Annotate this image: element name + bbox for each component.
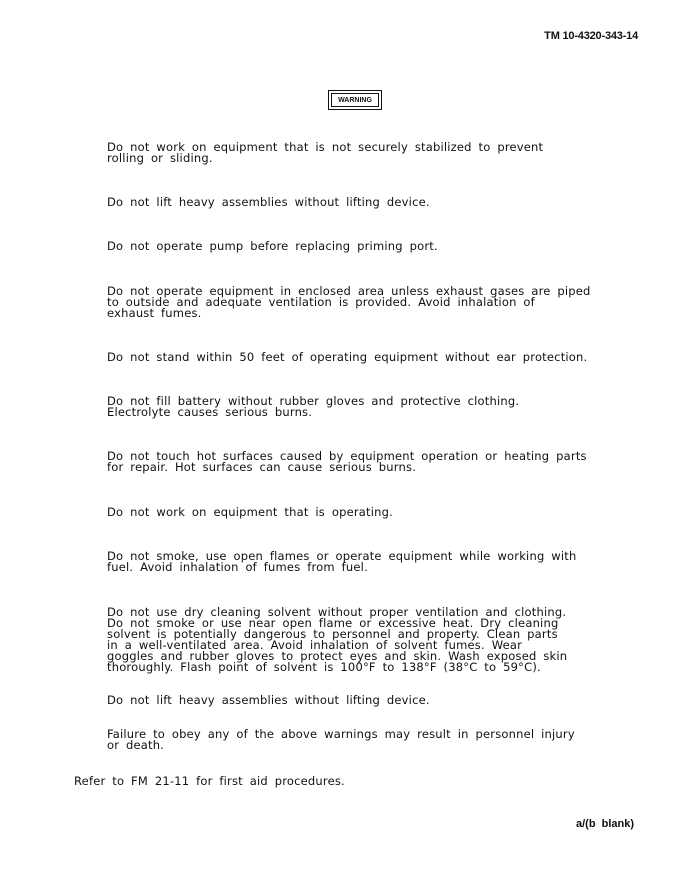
text-line: goggles and rubber gloves to protect eyes and skin. Wash exposed skin: [107, 649, 568, 663]
warning-paragraph-12: [107, 729, 607, 751]
warning-paragraph-6: [107, 396, 607, 418]
text-line: for repair. Hot surfaces can cause serious burns.: [107, 460, 417, 474]
text-line: Do not operate equipment in enclosed area unless exhaust gases are piped: [107, 284, 591, 298]
warning-paragraph-7: [107, 451, 607, 473]
text-line: Do not lift heavy assemblies without lifting device.: [107, 195, 430, 209]
text-line: Do not work on equipment that is not securely stabilized to prevent: [107, 140, 544, 154]
warning-paragraph-3: [107, 241, 607, 252]
text-line: Do not work on equipment that is operating.: [107, 505, 393, 519]
warning-box: [328, 90, 382, 110]
text-line: Do not lift heavy assemblies without lifting device.: [107, 693, 430, 707]
text-line: thoroughly. Flash point of solvent is 100°F to 138°F (38°C to 59°C).: [107, 660, 541, 674]
warning-label: WARNING: [331, 93, 379, 107]
text-line: Do not smoke, use open flames or operate equipment while working with: [107, 549, 577, 563]
text-line: Do not stand within 50 feet of operating equipment without ear protection.: [107, 350, 588, 364]
warning-paragraph-9: [107, 551, 607, 573]
text-line: exhaust fumes.: [107, 306, 202, 320]
warning-paragraph-1: [107, 142, 607, 164]
warning-paragraph-11: [107, 695, 607, 706]
text-line: to outside and adequate ventilation is provided. Avoid inhalation of: [107, 295, 535, 309]
text-line: solvent is potentially dangerous to personnel and property. Clean parts: [107, 627, 558, 641]
text-line: Do not smoke or use near open flame or excessive heat. Dry cleaning: [107, 616, 559, 630]
text-line: fuel. Avoid inhalation of fumes from fuel.: [107, 560, 368, 574]
warning-paragraph-4: [107, 286, 607, 319]
text-line: or death.: [107, 738, 165, 752]
warning-paragraph-10: [107, 607, 607, 673]
text-line: Do not fill battery without rubber gloves and protective clothing.: [107, 394, 520, 408]
page-number: a/(b blank): [575, 818, 634, 830]
text-line: Failure to obey any of the above warnings may result in personnel injury: [107, 727, 575, 741]
text-line: Electrolyte causes serious burns.: [107, 405, 313, 419]
text-line: Do not use dry cleaning solvent without proper ventilation and clothing.: [107, 605, 567, 619]
warning-paragraph-2: [107, 197, 607, 208]
text-line: Do not operate pump before replacing priming port.: [107, 239, 438, 253]
text-line: rolling or sliding.: [107, 151, 213, 165]
first-aid-reference: Refer to FM 21-11 for first aid procedures.: [74, 774, 345, 788]
text-line: Do not touch hot surfaces caused by equipment operation or heating parts: [107, 449, 587, 463]
text-line: in a well-ventilated area. Avoid inhalation of solvent fumes. Wear: [107, 638, 523, 652]
document-id: TM 10-4320-343-14: [544, 30, 638, 42]
warning-paragraph-5: [107, 352, 607, 363]
warning-paragraph-8: [107, 507, 607, 518]
